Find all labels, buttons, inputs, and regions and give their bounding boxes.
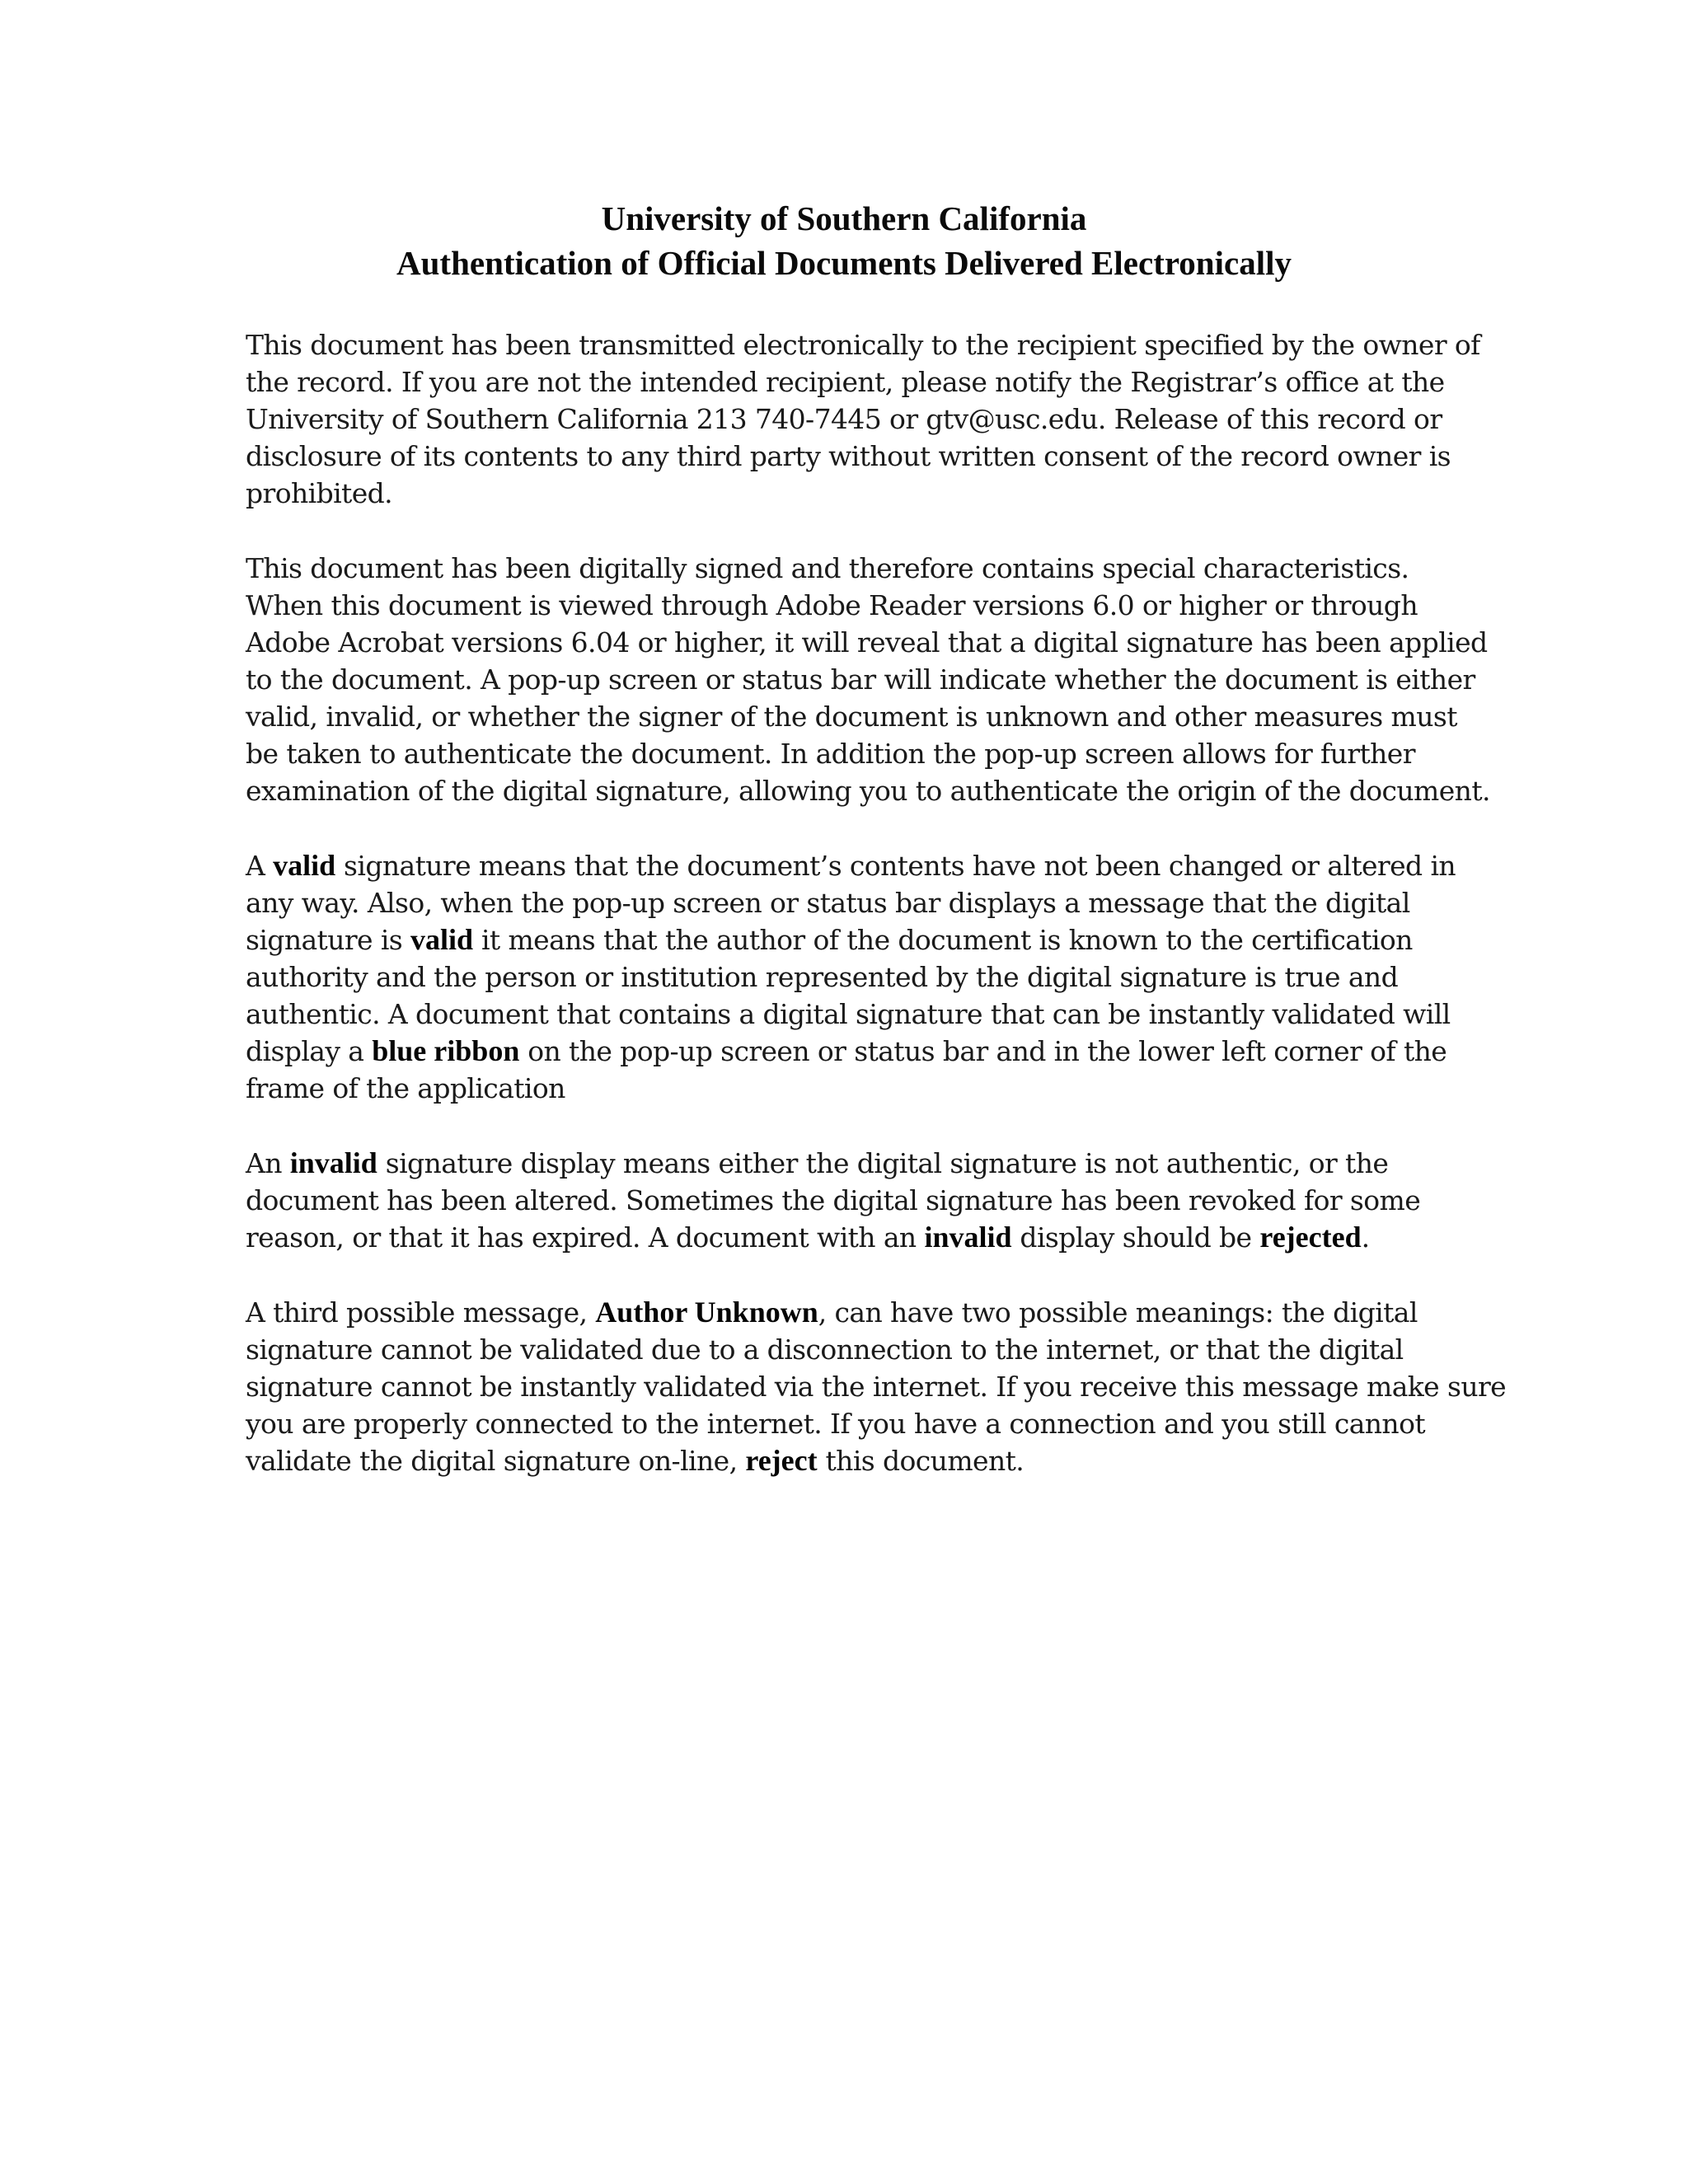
paragraph-line: University of Southern California 213 740-7445 or gtv@usc.edu. Release of this record or: [246, 403, 1442, 435]
paragraph-line: authentic. A document that contains a digital signature that can be instantly validated will: [246, 998, 1451, 1030]
paragraph-line: signature cannot be validated due to a disconnection to the internet, or that the digital: [246, 1333, 1404, 1366]
text-run: it means that the author of the document is known to the certification: [473, 924, 1413, 956]
text-run: signature means that the document’s contents have not been changed or altered in: [335, 850, 1456, 882]
paragraph-line: This document has been transmitted electronically to the recipient specified by the owner of: [246, 329, 1480, 361]
bold-term-reject: reject: [745, 1444, 818, 1477]
bold-term-invalid: invalid: [924, 1221, 1012, 1254]
paragraph-line: This document has been digitally signed and therefore contains special characteristics.: [246, 552, 1409, 584]
paragraph-line: authority and the person or institution represented by the digital signature is true and: [246, 961, 1399, 993]
paragraph-line: the record. If you are not the intended recipient, please notify the Registrar’s office at the: [246, 366, 1445, 398]
text-run: signature is: [246, 924, 411, 956]
text-run: .: [1361, 1221, 1370, 1254]
paragraph-line: [246, 1294, 1451, 1331]
paragraph-line: be taken to authenticate the document. In addition the pop-up screen allows for further: [246, 738, 1415, 770]
paragraph-line: any way. Also, when the pop-up screen or status bar displays a message that the digital: [246, 887, 1410, 919]
paragraph-line: [246, 1145, 1451, 1182]
text-run: A: [246, 850, 274, 882]
paragraph-line: When this document is viewed through Adobe Reader versions 6.0 or higher or through: [246, 589, 1418, 621]
bold-term-valid: valid: [273, 849, 336, 882]
paragraph-line: frame of the application: [246, 1072, 565, 1104]
text-run: this document.: [817, 1445, 1025, 1477]
paragraph-digital-signature: [246, 550, 1490, 809]
document-title: [0, 196, 1688, 285]
text-run: on the pop-up screen or status bar and in the lower left corner of the: [519, 1035, 1447, 1067]
paragraph-line: [246, 1219, 1451, 1256]
paragraph-line: [246, 921, 1451, 958]
paragraph-line: to the document. A pop-up screen or status bar will indicate whether the document is either: [246, 663, 1475, 696]
bold-term-invalid: invalid: [289, 1146, 377, 1179]
paragraph-line: Adobe Acrobat versions 6.04 or higher, it will reveal that a digital signature has been applied: [246, 626, 1488, 658]
paragraph-line: [246, 1442, 1451, 1479]
paragraph-line: examination of the digital signature, allowing you to authenticate the origin of the document.: [246, 775, 1490, 807]
paragraph-line: signature cannot be instantly validated via the internet. If you receive this message make sure: [246, 1371, 1507, 1403]
title-subject: Authentication of Official Documents Delivered Electronically: [396, 244, 1292, 282]
text-run: reason, or that it has expired. A document with an: [246, 1221, 925, 1254]
text-run: display should be: [1011, 1221, 1260, 1254]
text-run: A third possible message,: [246, 1296, 596, 1329]
bold-term-author-unknown: Author Unknown: [595, 1296, 818, 1329]
paragraph-line: disclosure of its contents to any third party without written consent of the record owner is: [246, 440, 1451, 472]
text-run: An: [246, 1147, 290, 1179]
document-body: [246, 326, 1507, 1517]
paragraph-line: you are properly connected to the internet. If you have a connection and you still cannot: [246, 1408, 1426, 1440]
text-run: signature display means either the digital signature is not authentic, or the: [377, 1147, 1389, 1179]
paragraph-invalid-signature: [246, 1145, 1451, 1256]
text-run: , can have two possible meanings: the digital: [818, 1296, 1418, 1329]
text-run: display a: [246, 1035, 373, 1067]
paragraph-author-unknown: [246, 1294, 1507, 1479]
paragraph-line: [246, 847, 1456, 884]
paragraph-line: document has been altered. Sometimes the digital signature has been revoked for some: [246, 1184, 1421, 1216]
paragraph-line: valid, invalid, or whether the signer of the document is unknown and other measures must: [246, 701, 1457, 733]
paragraph-line: prohibited.: [246, 477, 393, 509]
paragraph-line: [246, 1033, 1451, 1070]
bold-term-valid: valid: [410, 923, 474, 956]
bold-term-rejected: rejected: [1259, 1221, 1362, 1254]
paragraph-transmission-notice: [246, 326, 1480, 512]
text-run: validate the digital signature on-line,: [246, 1445, 746, 1477]
bold-term-blue-ribbon: blue ribbon: [372, 1034, 520, 1067]
title-institution: University of Southern California: [601, 199, 1087, 237]
paragraph-valid-signature: [246, 847, 1456, 1107]
